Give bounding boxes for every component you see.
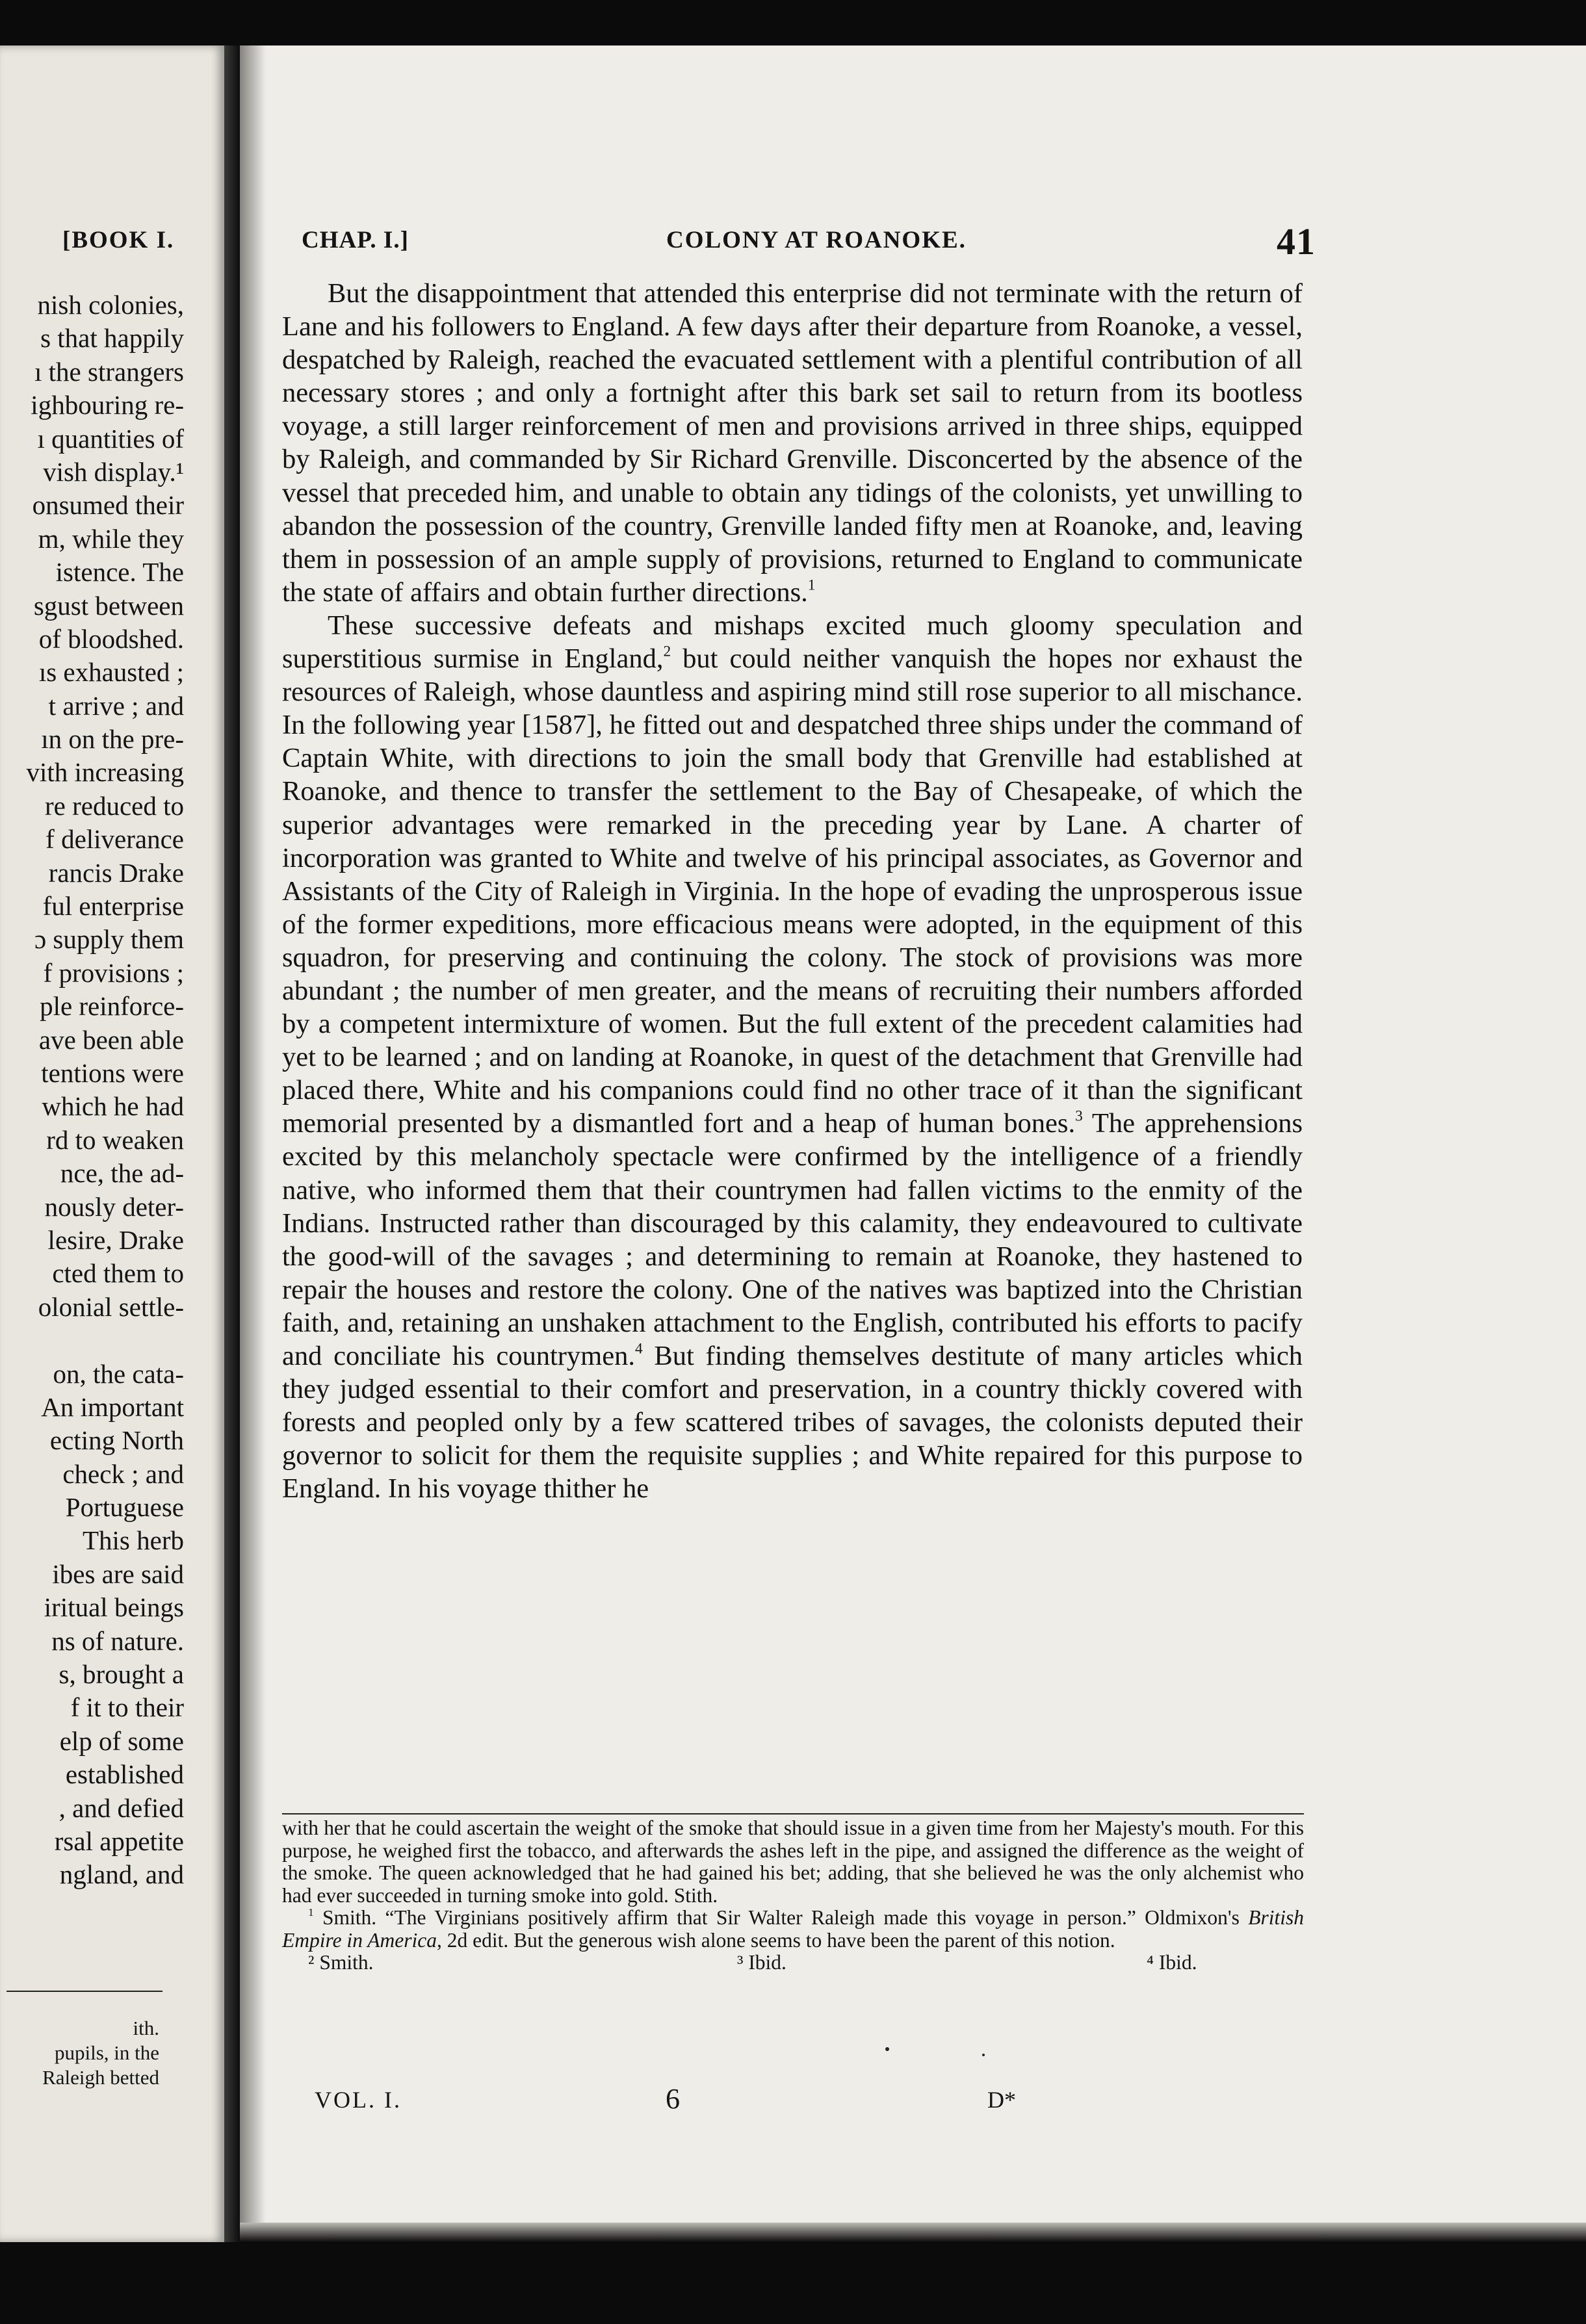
chapter-label: CHAP. I.] <box>302 227 409 253</box>
paragraph-text: But the disappointment that attended this enterprise did not terminate with the return of Lane and his followers to England. A few days after their departure from Roanoke, a vessel, despatched by Raleigh, reached the evacuated settlement with a plentiful contribution of all necessary stores ; and only a fortnight after this bark set sail to return from its bootless voyage, a still larger reinforcement of men and provisions arrived in three ships, equipped by Raleigh, and commanded by Sir Richard Grenville. Disconcerted by the absence of the vessel that preceded him, and unable to obtain any tidings of the colonists, yet unwilling to abandon the possession of the country, Grenville landed fifty men at Roanoke, and, leaving them in possession of an ample supply of provisions, returned to England to communicate the state of affairs and obtain further directions. <box>282 278 1303 608</box>
left-page-line: lesire, Drake <box>47 1224 184 1255</box>
left-page-line: ɔ supply them <box>34 924 184 955</box>
left-page-line: ıs exhausted ; <box>38 657 184 688</box>
footnote-1 <box>282 1907 1304 1952</box>
left-page-line: vith increasing <box>26 757 184 788</box>
speck-mark <box>885 2047 889 2051</box>
volume-label: VOL. I. <box>315 2087 402 2113</box>
left-page-line: sgust between <box>33 590 184 621</box>
left-page-line: elp of some <box>59 1725 184 1756</box>
left-page-line: cted them to <box>52 1258 184 1289</box>
left-page-line: ın on the pre- <box>41 724 184 755</box>
left-page-line: ı quantities of <box>37 423 184 454</box>
footnote-3: ³ Ibid. <box>737 1951 786 1974</box>
footnote-4: ⁴ Ibid. <box>1147 1951 1197 1974</box>
left-page-line: f deliverance <box>46 824 184 855</box>
footnote-text: , 2d edit. But the generous wish alone seems to have been the parent of this notion. <box>436 1928 1115 1952</box>
footnote-continued: with her that he could ascertain the weight of the smoke that should issue in a given time from her Majesty's mouth. For this purpose, he weighed first the tobacco, and afterwards the ashes left in the pipe, and assigned the difference as the weight of the smoke. The queen acknowledged that he had gained his bet; adding, that she believed he was the only alchemist who had ever succeeded in turning smoke into gold. Stith. <box>282 1816 1304 1907</box>
paragraph-text: but could neither vanquish the hopes nor exhaust the resources of Raleigh, whose dauntless and aspiring mind still rose superior to all mischance. In the following year [1587], he fitted out and despatched three ships under the command of Captain White, with directions to join the small body that Grenville had established at Roanoke, and thence to transfer the settlement to the Bay of Chesapeake, of which the superior advantages were remarked in the preceding year by Lane. A charter of incorporation was granted to White and twelve of his principal associates, as Governor and Assistants of the City of Raleigh in Virginia. In the hope of evading the unprosperous issue of the former expeditions, more efficacious means were adopted, in the equipment of this squadron, for preserving and continuing the colony. The stock of provisions was more abundant ; the number of men greater, and the means of recruiting their numbers afforded by a competent intermixture of women. But the full extent of the precedent calamities had yet to be learned ; and on landing at Roanoke, in quest of the detachment that Grenville had placed there, White and his companions could find no other trace of it than the significant memorial presented by a dismantled fort and a heap of human bones. <box>282 643 1303 1139</box>
paragraph-text: The apprehensions excited by this melancholy spectacle were confirmed by the intelligence of a friendly native, who informed them that their countrymen had fallen victims to the enmity of the Indians. Instructed rather than discouraged by this calamity, they endeavoured to cultivate the good-will of the savages ; and determining to remain at Roanoke, they hastened to repair the houses and restore the colony. One of the natives was baptized into the Christian faith, and, retaining an unshaken attachment to the English, contributed his efforts to pacify and conciliate his countrymen. <box>282 1108 1303 1371</box>
left-page-line: nce, the ad- <box>60 1158 184 1189</box>
footnote-2: ² Smith. <box>308 1951 374 1974</box>
left-page-line: nously deter- <box>44 1191 184 1222</box>
left-page-line: check ; and <box>62 1458 184 1489</box>
footnote-number: 1 <box>308 1906 314 1919</box>
paragraph <box>282 609 1303 1506</box>
left-page-line: vish display.¹ <box>43 456 184 487</box>
left-page-line: of bloodshed. <box>38 623 184 654</box>
left-page-line: ı the strangers <box>34 356 184 387</box>
left-page-line: Portuguese <box>65 1492 184 1523</box>
left-page-line: which he had <box>42 1091 184 1122</box>
paragraph-text: But finding themselves destitute of many articles which they judged essential to their comfort and preservation, in a country thickly covered with forests and peopled only by a few scattered tribes of savages, the colonists deputed their governor to solicit for them the requisite supplies ; and White repaired for this purpose to England. In his voyage thither he <box>282 1341 1303 1504</box>
page-bottom-shadow <box>240 2223 1586 2242</box>
left-page-line: ecting North <box>49 1425 184 1456</box>
left-page-line: m, while they <box>38 523 184 554</box>
left-page-line: , and defied <box>58 1792 184 1823</box>
left-page-line: tentions were <box>41 1057 184 1088</box>
left-page-line: rancis Drake <box>48 857 184 888</box>
footnote-rule <box>282 1813 1304 1814</box>
footnote-italic-title: British Empire in America <box>282 1906 1304 1952</box>
left-page-line: on, the cata- <box>53 1358 184 1389</box>
left-page-line: ibes are said <box>52 1558 184 1589</box>
left-page-line: ful enterprise <box>42 891 184 922</box>
page-number: 41 <box>1277 220 1316 263</box>
left-page-header: [BOOK I. <box>62 227 175 253</box>
left-page-line <box>26 1324 184 1357</box>
signature-mark: D* <box>987 2087 1016 2113</box>
footnote-ref: 2 <box>663 643 671 660</box>
left-page-note-line: Raleigh betted <box>42 2066 159 2089</box>
left-page-line: f it to their <box>70 1692 184 1723</box>
paragraph <box>282 277 1303 609</box>
left-page <box>0 45 224 2242</box>
footnotes <box>282 1817 1304 1978</box>
left-page-note-line: ith. <box>133 2017 159 2039</box>
left-page-line: An important <box>41 1391 184 1422</box>
left-page-line: rd to weaken <box>46 1124 184 1155</box>
left-page-line: iritual beings <box>44 1592 184 1623</box>
footnote-text: Smith. “The Virginians positively affirm that Sir Walter Raleigh made this voyage in person.” Oldmixon's <box>313 1906 1249 1929</box>
left-page-line: established <box>65 1759 184 1790</box>
left-page-line: istence. The <box>55 557 184 587</box>
left-page-text <box>26 289 184 1892</box>
left-page-footnotes <box>42 2016 159 2090</box>
footnote-ref: 4 <box>634 1340 643 1358</box>
left-page-line: rsal appetite <box>54 1826 184 1856</box>
left-page-line: s that happily <box>40 323 184 354</box>
speck-mark <box>982 2054 985 2056</box>
left-page-line: ple reinforce- <box>40 991 184 1022</box>
left-footnote-rule <box>6 1991 162 1992</box>
sheet-number: 6 <box>666 2083 680 2115</box>
left-page-line: ave been able <box>38 1024 184 1055</box>
body-text <box>282 277 1303 1505</box>
left-page-line: nish colonies, <box>37 290 184 320</box>
left-page-line: olonial settle- <box>38 1291 184 1322</box>
signature-line <box>282 2083 1304 2125</box>
paragraph-text: These successive defeats and mishaps excited much gloomy speculation and superstitious surmise in England, <box>282 610 1303 675</box>
left-page-line: ns of nature. <box>51 1625 184 1656</box>
page-title: COLONY AT ROANOKE. <box>666 227 967 253</box>
left-page-line: This herb <box>83 1525 184 1556</box>
left-page-line: re reduced to <box>45 790 184 821</box>
footnote-ref: 1 <box>807 576 816 594</box>
running-head <box>302 220 1342 265</box>
right-page <box>240 45 1586 2223</box>
left-page-line: t arrive ; and <box>48 690 184 721</box>
left-page-line: ighbouring re- <box>31 390 184 420</box>
left-page-line: s, brought a <box>58 1659 184 1690</box>
left-page-line: ngland, and <box>59 1859 184 1890</box>
book-spine-gutter <box>224 45 240 2242</box>
left-page-line: f provisions ; <box>43 957 184 988</box>
left-page-note-line: pupils, in the <box>54 2041 159 2064</box>
footnote-row <box>282 1952 1304 1978</box>
footnote-ref: 3 <box>1075 1107 1083 1125</box>
left-page-line: onsumed their <box>32 490 184 521</box>
